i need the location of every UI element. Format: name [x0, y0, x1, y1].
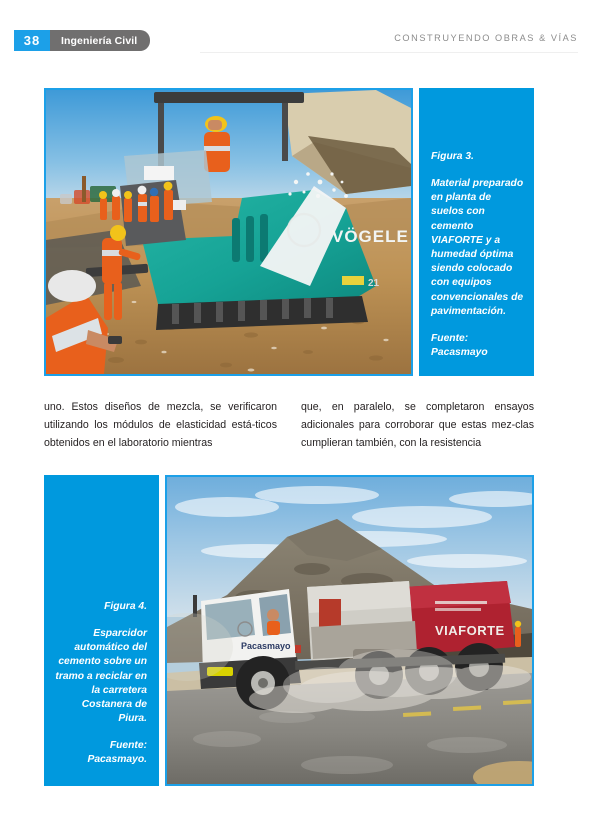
page-header: [0, 0, 600, 62]
figure-4-caption: [44, 475, 159, 786]
figure-3-source-label: Fuente:: [431, 333, 469, 345]
page-number-badge: 38: [14, 30, 50, 51]
figure-4-photo: [165, 475, 534, 786]
svg-text:Pacasmayo: Pacasmayo: [241, 641, 291, 651]
section-tab: Ingeniería Civil: [50, 30, 150, 51]
figure-3-photo: [44, 88, 413, 376]
body-column-right: que, en paralelo, se completaron ensayos adicionales para corroborar que estas mez-clas cumplieran también, con la resistencia: [301, 401, 534, 450]
spreader-truck-scene-illustration: [167, 477, 532, 784]
figure-3-block: [44, 88, 534, 376]
figure-4-block: [44, 475, 534, 786]
figure-4-caption-title: Figura 4.: [104, 601, 147, 612]
figure-4-source-value: Pacasmayo.: [87, 754, 147, 766]
figure-3-source-value: Pacasmayo: [431, 347, 488, 359]
svg-text:21: 21: [368, 278, 380, 289]
publication-title: CONSTRUYENDO OBRAS & VÍAS: [394, 33, 578, 43]
figure-4-caption-body: Esparcidor automático del cemento sobre un tramo a reciclar en la carretera Costanera de Piura.: [55, 628, 147, 725]
header-divider: [200, 52, 578, 53]
figure-3-caption: [419, 88, 534, 376]
svg-text:VÖGELE: VÖGELE: [332, 227, 409, 246]
figure-4-source-label: Fuente:: [109, 740, 147, 752]
body-column-left: uno. Estos diseños de mezcla, se verificaron utilizando los módulos de elasticidad está-ticos obtenidos en el laboratorio mientras: [44, 401, 277, 450]
svg-text:VIAFORTE: VIAFORTE: [435, 623, 505, 638]
figure-3-caption-title: Figura 3.: [431, 151, 474, 162]
figure-3-caption-body: Material preparado en planta de suelos con cemento VIAFORTE y a humedad óptima siendo colocado con equipos convencionales de pavimentación.: [431, 178, 524, 317]
paver-scene-illustration: [46, 90, 411, 374]
body-text: [44, 398, 534, 460]
